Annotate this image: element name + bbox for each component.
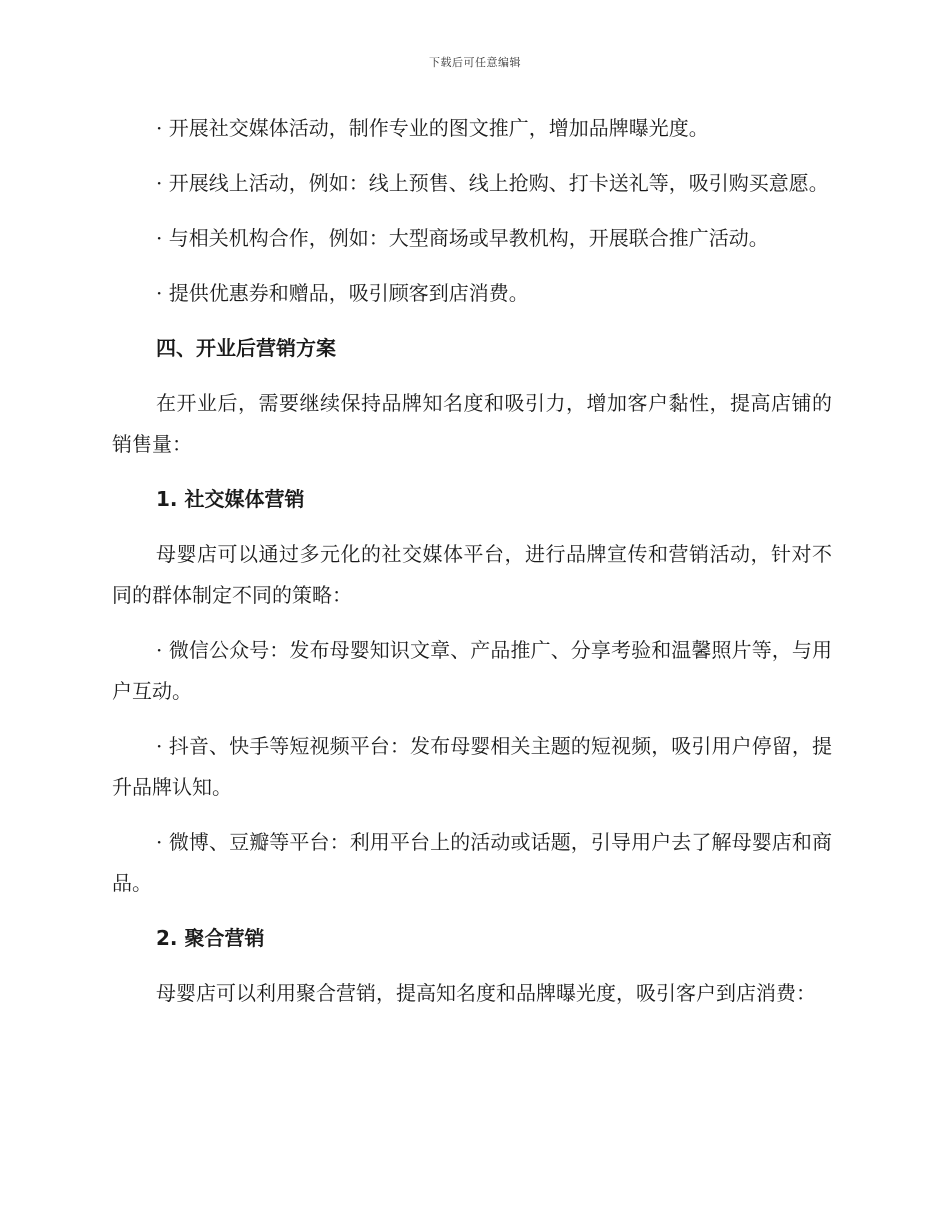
section-heading-post-opening: 四、开业后营销方案: [156, 336, 336, 360]
subheading-social-media-marketing: 1. 社交媒体营销: [156, 487, 305, 511]
bullet-weibo-douban: · 微博、豆瓣等平台：利用平台上的活动或话题，引导用户去了解母婴店和商品。: [112, 830, 832, 895]
bullet-coupons-gifts: · 提供优惠券和赠品，吸引顾客到店消费。: [156, 281, 529, 305]
paragraph-post-opening-intro: 在开业后，需要继续保持品牌知名度和吸引力，增加客户黏性，提高店铺的销售量：: [112, 391, 832, 456]
bullet-social-media-activity: · 开展社交媒体活动，制作专业的图文推广，增加品牌曝光度。: [156, 116, 709, 140]
bullet-short-video: · 抖音、快手等短视频平台：发布母婴相关主题的短视频，吸引用户停留，提升品牌认知。: [112, 734, 832, 799]
paragraph-aggregated-intro: 母婴店可以利用聚合营销，提高知名度和品牌曝光度，吸引客户到店消费：: [156, 981, 816, 1005]
document-body: [112, 108, 832, 1028]
paragraph-social-media-intro: 母婴店可以通过多元化的社交媒体平台，进行品牌宣传和营销活动，针对不同的群体制定不同的策略：: [112, 542, 832, 607]
page-header: 下载后可任意编辑: [429, 56, 521, 69]
bullet-partner-cooperation: · 与相关机构合作，例如：大型商场或早教机构，开展联合推广活动。: [156, 226, 769, 250]
bullet-wechat: · 微信公众号：发布母婴知识文章、产品推广、分享考验和温馨照片等，与用户互动。: [112, 638, 832, 703]
bullet-online-activity: · 开展线上活动，例如：线上预售、线上抢购、打卡送礼等，吸引购买意愿。: [156, 171, 829, 195]
subheading-aggregated-marketing: 2. 聚合营销: [156, 926, 265, 950]
